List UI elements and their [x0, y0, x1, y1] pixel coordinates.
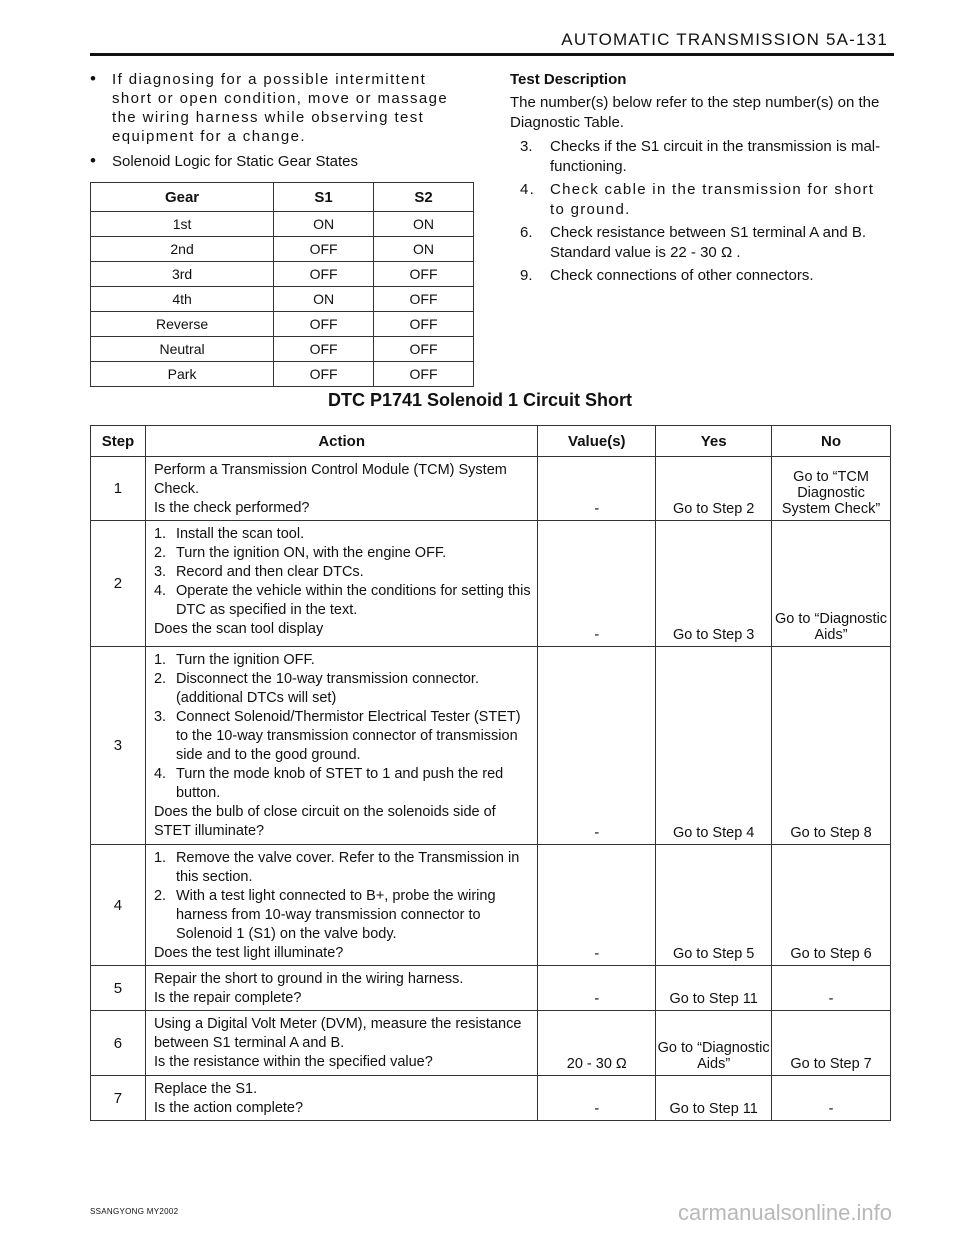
s2-cell: OFF [374, 287, 474, 312]
test-step-number: 6. [520, 224, 533, 241]
action-item-number: 1. [153, 526, 167, 542]
yes-cell: Go to Step 4 [656, 647, 772, 845]
bullet-item [90, 152, 472, 171]
step-number: 7 [91, 1076, 146, 1121]
yes-cell: Go to Step 3 [656, 521, 772, 647]
s2-cell: OFF [374, 262, 474, 287]
table-row [91, 337, 474, 362]
step-number: 2 [91, 521, 146, 647]
column-header: Action [145, 426, 537, 457]
step-number: 5 [91, 966, 146, 1011]
s1-cell: OFF [274, 362, 374, 387]
action-question: Is the resistance within the specified value? [153, 1054, 433, 1070]
test-step-text: Check connections of other connectors. [550, 267, 814, 284]
gear-cell: 1st [91, 212, 274, 237]
action-item-number: 1. [153, 850, 167, 866]
action-item-number: 1. [153, 652, 167, 668]
action-line: Replace the S1. [153, 1081, 258, 1097]
column-header: S2 [374, 183, 474, 212]
s2-cell: ON [374, 237, 474, 262]
bullet-text: Solenoid Logic for Static Gear States [112, 153, 358, 170]
value-cell: - [538, 457, 656, 521]
table-row [91, 312, 474, 337]
s1-cell: OFF [274, 262, 374, 287]
no-cell: Go to Step 8 [772, 647, 891, 845]
watermark: carmanualsonline.info [677, 1200, 892, 1225]
s2-cell: OFF [374, 362, 474, 387]
table-row [91, 1076, 891, 1121]
action-question: Is the action complete? [153, 1100, 304, 1116]
test-step [520, 223, 894, 263]
table-row [91, 647, 891, 845]
no-cell: Go to “Diagnostic Aids” [772, 521, 891, 647]
table-row [91, 1011, 891, 1076]
action-item-text: With a test light connected to B+, probe the wiring harness from 10-way transmission connector to Solenoid 1 (S1) on the valve body. [175, 888, 496, 942]
test-step [520, 137, 894, 177]
test-description [510, 70, 894, 289]
gear-cell: Park [91, 362, 274, 387]
action-item-text: Disconnect the 10-way transmission connector. (additional DTCs will set) [175, 671, 479, 706]
action-item-number: 3. [153, 709, 167, 725]
action-item [154, 563, 531, 582]
action-item-text: Operate the vehicle within the conditions for setting this DTC as specified in the text. [175, 583, 531, 618]
action-cell [145, 521, 537, 647]
s1-cell: ON [274, 287, 374, 312]
action-line: Using a Digital Volt Meter (DVM), measure the resistance between S1 terminal A and B. [153, 1016, 522, 1051]
column-header: Step [91, 426, 146, 457]
s2-cell: ON [374, 212, 474, 237]
test-step-number: 3. [520, 138, 533, 155]
page-header-title: AUTOMATIC TRANSMISSION 5A-131 [561, 30, 888, 49]
table-header-row [91, 183, 474, 212]
action-item-text: Turn the ignition OFF. [175, 652, 315, 668]
intro-bullets [90, 70, 472, 177]
test-step [520, 180, 894, 220]
action-item-text: Remove the valve cover. Refer to the Transmission in this section. [175, 850, 520, 885]
action-item [154, 582, 531, 620]
bullet-icon: • [90, 69, 98, 88]
no-cell: Go to Step 6 [772, 845, 891, 966]
s1-cell: OFF [274, 312, 374, 337]
column-header: Yes [656, 426, 772, 457]
solenoid-logic-table [90, 182, 474, 387]
action-question: Does the test light illuminate? [153, 945, 344, 961]
action-item-number: 4. [153, 766, 167, 782]
table-header-row [91, 426, 891, 457]
s2-cell: OFF [374, 337, 474, 362]
s1-cell: OFF [274, 237, 374, 262]
no-cell: - [772, 1076, 891, 1121]
step-number: 6 [91, 1011, 146, 1076]
test-step-number: 9. [520, 267, 533, 284]
step-number: 3 [91, 647, 146, 845]
value-cell: - [538, 845, 656, 966]
action-item-number: 4. [153, 583, 167, 599]
table-row [91, 237, 474, 262]
yes-cell: Go to Step 11 [656, 966, 772, 1011]
action-item [154, 525, 531, 544]
action-line: Repair the short to ground in the wiring harness. [153, 971, 464, 987]
action-item [154, 670, 531, 708]
no-cell: Go to “TCM Diagnostic System Check” [772, 457, 891, 521]
action-question: Does the bulb of close circuit on the solenoids side of STET illuminate? [153, 804, 496, 839]
gear-cell: Neutral [91, 337, 274, 362]
value-cell: - [538, 647, 656, 845]
bullet-item [90, 70, 472, 146]
step-number: 4 [91, 845, 146, 966]
gear-cell: 3rd [91, 262, 274, 287]
action-item-number: 3. [153, 564, 167, 580]
value-cell: 20 - 30 Ω [538, 1011, 656, 1076]
gear-cell: 2nd [91, 237, 274, 262]
table-row [91, 521, 891, 647]
action-cell [145, 1011, 537, 1076]
s2-cell: OFF [374, 312, 474, 337]
test-step-text: Check resistance between S1 terminal A and B. Standard value is 22 - 30 Ω . [550, 224, 867, 261]
action-item-number: 2. [153, 671, 167, 687]
action-cell [145, 1076, 537, 1121]
s1-cell: ON [274, 212, 374, 237]
action-cell [145, 457, 537, 521]
action-item-text: Record and then clear DTCs. [175, 564, 364, 580]
action-item [154, 887, 531, 944]
bullet-icon: • [90, 151, 96, 170]
action-item-text: Connect Solenoid/Thermistor Electrical Tester (STET) to the 10-way transmission connector of transmission side and to the good ground. [175, 709, 521, 763]
yes-cell: Go to “Diagnostic Aids” [656, 1011, 772, 1076]
action-item [154, 765, 531, 803]
value-cell: - [538, 521, 656, 647]
header-divider [90, 53, 894, 56]
action-item [154, 544, 531, 563]
value-cell: - [538, 1076, 656, 1121]
column-header: Gear [91, 183, 274, 212]
column-header: No [772, 426, 891, 457]
diagnostic-table [90, 425, 891, 1121]
test-step-text: Checks if the S1 circuit in the transmission is mal-functioning. [550, 138, 881, 175]
test-description-text: The number(s) below refer to the step number(s) on the Diagnostic Table. [510, 94, 880, 131]
column-header: Value(s) [538, 426, 656, 457]
action-question: Does the scan tool display [153, 621, 324, 637]
no-cell: Go to Step 7 [772, 1011, 891, 1076]
step-number: 1 [91, 457, 146, 521]
test-step-number: 4. [520, 181, 536, 198]
action-item [154, 849, 531, 887]
table-row [91, 287, 474, 312]
table-row [91, 845, 891, 966]
bullet-text: If diagnosing for a possible intermittent short or open condition, move or massage the wiring harness while observing test equipment for a change. [112, 71, 449, 145]
test-step-text: Check cable in the transmission for short to ground. [550, 181, 875, 218]
action-cell [145, 647, 537, 845]
table-row [91, 262, 474, 287]
dtc-table-title: DTC P1741 Solenoid 1 Circuit Short [327, 390, 633, 410]
action-line: Perform a Transmission Control Module (TCM) System Check. [153, 462, 507, 497]
action-cell [145, 845, 537, 966]
table-row [91, 212, 474, 237]
no-cell: - [772, 966, 891, 1011]
action-question: Is the repair complete? [153, 990, 302, 1006]
action-item [154, 708, 531, 765]
action-item-text: Turn the mode knob of STET to 1 and push the red button. [175, 766, 504, 801]
test-step [520, 266, 894, 286]
gear-cell: Reverse [91, 312, 274, 337]
yes-cell: Go to Step 2 [656, 457, 772, 521]
yes-cell: Go to Step 5 [656, 845, 772, 966]
column-header: S1 [274, 183, 374, 212]
action-item [154, 651, 531, 670]
action-question: Is the check performed? [153, 500, 310, 516]
table-row [91, 966, 891, 1011]
table-row [91, 362, 474, 387]
page-footer: SSANGYONG MY2002 [90, 1207, 179, 1216]
test-description-title: Test Description [510, 71, 627, 88]
s1-cell: OFF [274, 337, 374, 362]
gear-cell: 4th [91, 287, 274, 312]
value-cell: - [538, 966, 656, 1011]
yes-cell: Go to Step 11 [656, 1076, 772, 1121]
action-cell [145, 966, 537, 1011]
action-item-number: 2. [153, 888, 167, 904]
table-row [91, 457, 891, 521]
action-item-number: 2. [153, 545, 167, 561]
action-item-text: Install the scan tool. [175, 526, 305, 542]
action-item-text: Turn the ignition ON, with the engine OFF. [175, 545, 447, 561]
